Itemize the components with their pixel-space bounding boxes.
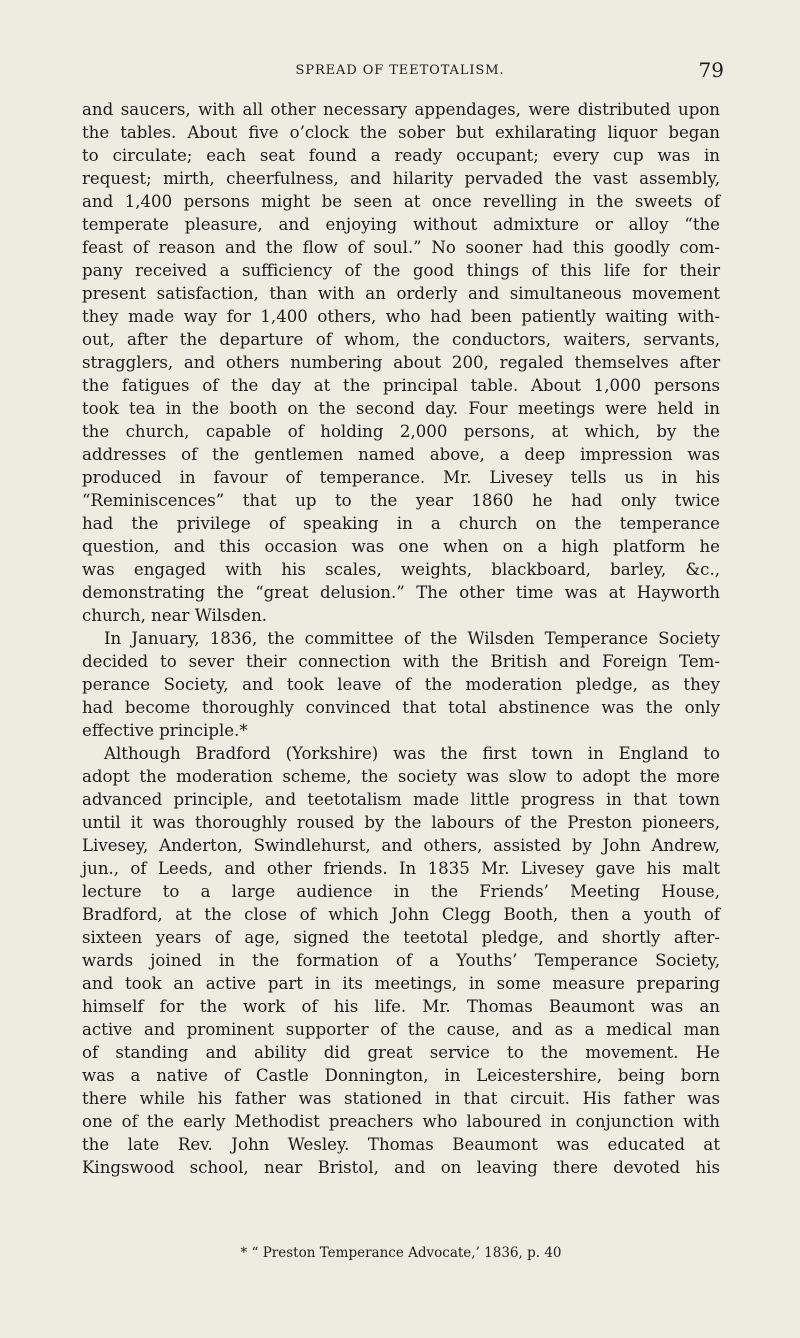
text-line: question, and this occasion was one when on a high platform he	[82, 537, 720, 556]
text-line: jun., of Leeds, and other friends. In 1835 Mr. Livesey gave his malt	[82, 859, 720, 878]
text-line: present satisfaction, than with an orderly and simultaneous movement	[82, 284, 720, 303]
text-line: feast of reason and the flow of soul.” No sooner had this goodly com-	[82, 238, 720, 257]
text-line: temperate pleasure, and enjoying without admixture or alloy “the	[82, 215, 720, 234]
text-line: of standing and ability did great service to the movement. He	[82, 1043, 720, 1062]
text-line: the fatigues of the day at the principal table. About 1,000 persons	[82, 376, 720, 395]
text-line: took tea in the booth on the second day. Four meetings were held in	[82, 399, 720, 418]
text-line: In January, 1836, the committee of the Wilsden Temperance Society	[104, 629, 720, 648]
text-line: was engaged with his scales, weights, blackboard, barley, &c.,	[82, 560, 720, 579]
text-line: Kingswood school, near Bristol, and on leaving there devoted his	[82, 1158, 720, 1177]
text-line: there while his father was stationed in that circuit. His father was	[82, 1089, 720, 1108]
page-number: 79	[698, 58, 724, 82]
text-line: decided to sever their connection with the British and Foreign Tem-	[82, 652, 720, 671]
text-line: himself for the work of his life. Mr. Thomas Beaumont was an	[82, 997, 720, 1016]
text-line: they made way for 1,400 others, who had been patiently waiting with-	[82, 307, 720, 326]
text-line: out, after the departure of whom, the conductors, waiters, servants,	[82, 330, 720, 349]
text-line: adopt the moderation scheme, the society was slow to adopt the more	[82, 767, 720, 786]
text-line: had the privilege of speaking in a church on the temperance	[82, 514, 720, 533]
text-line: to circulate; each seat found a ready occupant; every cup was in	[82, 146, 720, 165]
text-line: Although Bradford (Yorkshire) was the first town in England to	[104, 744, 720, 763]
text-line: demonstrating the “great delusion.” The other time was at Hayworth	[82, 583, 720, 602]
text-line: active and prominent supporter of the cause, and as a medical man	[82, 1020, 720, 1039]
text-line: addresses of the gentlemen named above, a deep impression was	[82, 445, 720, 464]
text-line: “Reminiscences” that up to the year 1860 he had only twice	[82, 491, 720, 510]
text-line: sixteen years of age, signed the teetotal pledge, and shortly after-	[82, 928, 720, 947]
text-line: lecture to a large audience in the Friends’ Meeting House,	[82, 882, 720, 901]
text-line: pany received a sufficiency of the good things of this life for their	[82, 261, 720, 280]
text-line: Bradford, at the close of which John Clegg Booth, then a youth of	[82, 905, 720, 924]
text-line: produced in favour of temperance. Mr. Livesey tells us in his	[82, 468, 720, 487]
text-line: advanced principle, and teetotalism made little progress in that town	[82, 790, 720, 809]
body-text	[82, 98, 720, 1179]
text-line: the tables. About five o’clock the sober but exhilarating liquor began	[82, 123, 720, 142]
text-line: church, near Wilsden.	[82, 606, 268, 625]
text-line: Livesey, Anderton, Swindlehurst, and others, assisted by John Andrew,	[82, 836, 720, 855]
text-line: the church, capable of holding 2,000 persons, at which, by the	[82, 422, 720, 441]
text-line: had become thoroughly convinced that total abstinence was the only	[82, 698, 720, 717]
text-line: and 1,400 persons might be seen at once revelling in the sweets of	[82, 192, 720, 211]
running-title: SPREAD OF TEETOTALISM.	[295, 63, 505, 78]
text-line: was a native of Castle Donnington, in Leicestershire, being born	[82, 1066, 720, 1085]
text-line: wards joined in the formation of a Youths’ Temperance Society,	[82, 951, 720, 970]
text-line: one of the early Methodist preachers who laboured in conjunction with	[82, 1112, 720, 1131]
text-line: until it was thoroughly roused by the labours of the Preston pioneers,	[82, 813, 720, 832]
text-line: and took an active part in its meetings, in some measure preparing	[82, 974, 720, 993]
text-line: request; mirth, cheerfulness, and hilarity pervaded the vast assembly,	[82, 169, 720, 188]
text-line: effective principle.*	[82, 721, 248, 740]
footnote: * “ Preston Temperance Advocate,’ 1836, p. 40	[240, 1245, 562, 1261]
text-line: and saucers, with all other necessary appendages, were distributed upon	[82, 100, 720, 119]
text-line: perance Society, and took leave of the moderation pledge, as they	[82, 675, 720, 694]
text-line: the late Rev. John Wesley. Thomas Beaumont was educated at	[82, 1135, 720, 1154]
text-line: stragglers, and others numbering about 200, regaled themselves after	[82, 353, 720, 372]
running-head	[80, 58, 724, 84]
